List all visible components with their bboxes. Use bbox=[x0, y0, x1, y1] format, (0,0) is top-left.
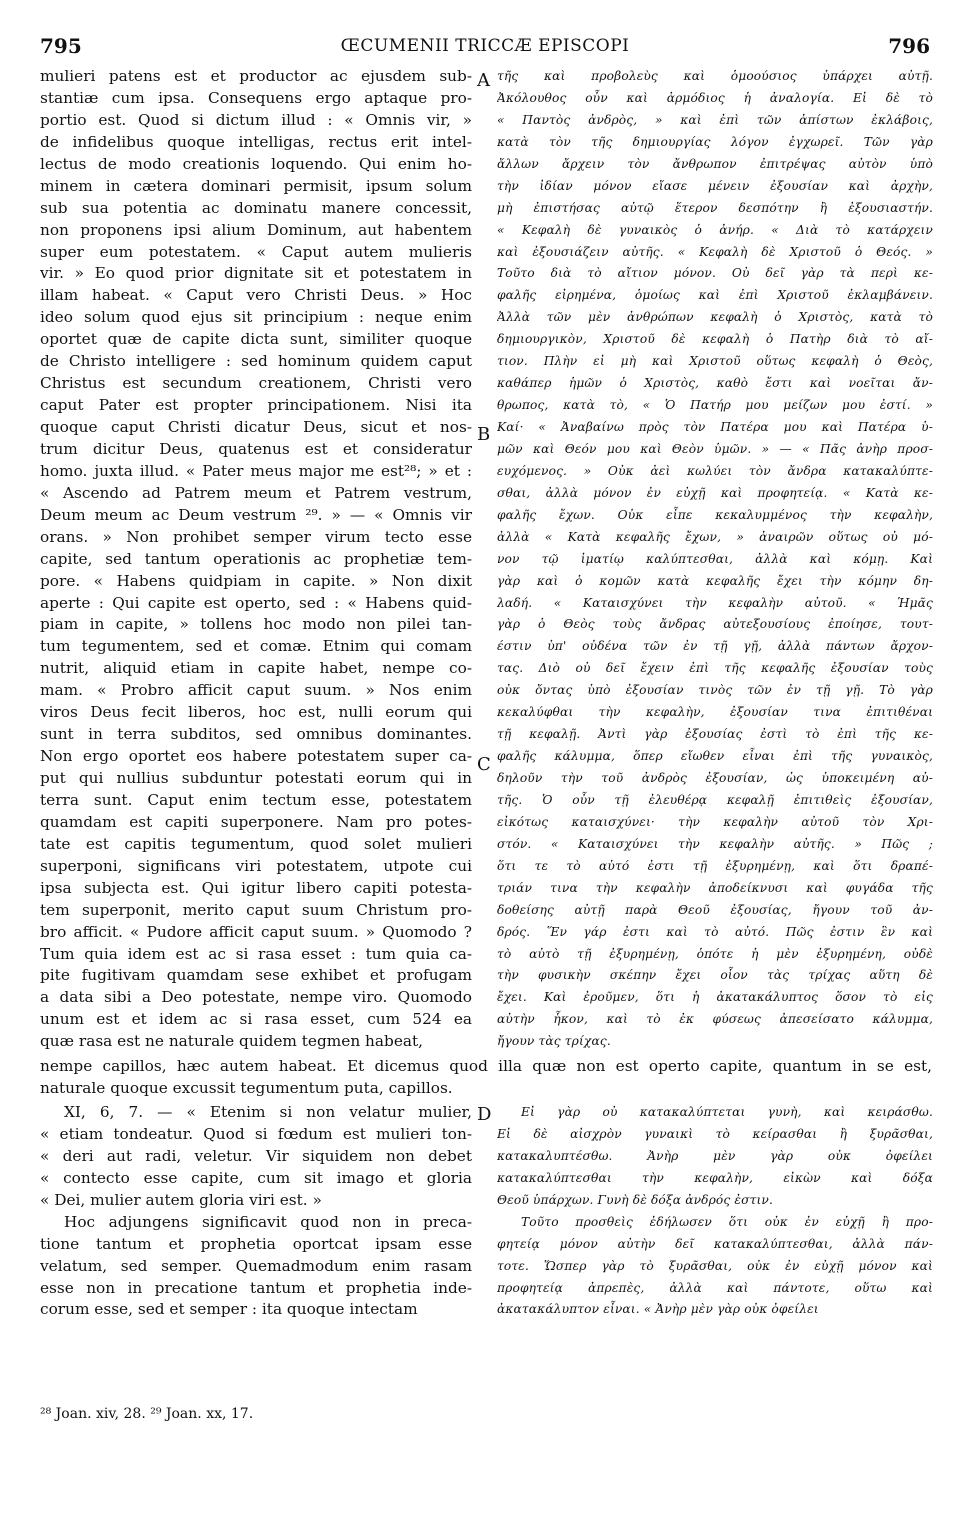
text-line: σθαι, ἀλλὰ μόνον ἐν εὐχῇ καὶ προφητείᾳ. « Κατὰ κε- bbox=[497, 485, 933, 500]
text-line: aperte : Qui capite est operto, sed : « Habens quid- bbox=[40, 593, 472, 612]
text-line: Hoc adjungens significavit quod non in preca- bbox=[64, 1212, 472, 1231]
text-line: pore. « Habens quidpiam in capite. » Non dixit bbox=[40, 571, 472, 590]
page-number-left: 795 bbox=[40, 34, 82, 58]
text-line: vir. » Eo quod prior dignitate sit et potestatem in bbox=[40, 264, 472, 283]
text-line: trum dicitur Deus, quatenus est et consideratur bbox=[40, 439, 472, 458]
text-line: κεκαλύφθαι τὴν κεφαλὴν, ἐξουσίαν τινα ἐπιτιθέναι bbox=[497, 705, 933, 720]
text-line: tione tantum et prophetia oportcat ipsam esse bbox=[40, 1234, 472, 1253]
text-line: pite fugitivam quamdam sese exhibet et profugam bbox=[40, 966, 472, 985]
text-line: τριάν τινα τὴν κεφαλὴν ἀποδείκνυσι καὶ φυγάδα τῆς bbox=[497, 880, 933, 895]
text-line: Θεοῦ ὑπάρχων. Γυνὴ δὲ δόξα ἀνδρός ἐστιν. bbox=[497, 1192, 773, 1207]
text-line: superponi, significans viri potestatem, utpote cui bbox=[40, 856, 472, 875]
text-line: piam in capite, » tollens hoc modo non pilei tan- bbox=[40, 615, 472, 634]
text-line: ἀλλὰ « Κατὰ κεφαλῆς ἔχων, » ἀναιρῶν οὕτως οὐ μό- bbox=[497, 529, 933, 544]
text-line: τὸ αὐτὸ τῇ ἐξυρημένῃ, ὁπότε ἡ μὲν ἐξυρημένη, οὐδὲ bbox=[497, 946, 933, 961]
text-line: velatum, sed semper. Quemadmodum enim rasam bbox=[40, 1256, 472, 1275]
text-line: a data sibi a Deo potestate, nempe viro. Quomodo bbox=[40, 988, 472, 1007]
text-line: super eum potestatem. « Caput autem mulieris bbox=[40, 242, 472, 261]
text-line: φαλῆς εἰρημένα, ὁμοίως καὶ ἐπὶ Χριστοῦ ἐκλαμβάνειν. bbox=[497, 288, 933, 303]
text-line: κατακαλύπτεσθαι τὴν κεφαλὴν, εἰκὼν καὶ δόξα bbox=[497, 1170, 933, 1185]
text-line: δοθείσης αὐτῇ παρὰ Θεοῦ ἐξουσίας, ἤγουν τοῦ ἀν- bbox=[497, 902, 933, 917]
text-line: lectus de modo creationis loquendo. Qui enim ho- bbox=[40, 154, 472, 173]
text-line: θρωπος, κατὰ τὸ, « Ὁ Πατήρ μου μείζων μου ἐστί. » bbox=[497, 398, 933, 413]
text-line: μῶν καὶ Θεόν μου καὶ Θεὸν ὑμῶν. » — « Πᾶς ἀνὴρ προσ- bbox=[497, 441, 933, 456]
text-line: bro afficit. « Pudore afficit caput suum. » Quomodo ? bbox=[40, 922, 472, 941]
text-line: δημιουργικὸν, Χριστοῦ δὲ κεφαλὴ ὁ Πατὴρ διὰ τὸ αἴ- bbox=[497, 332, 933, 347]
text-line: γὰρ ὁ Θεὸς τοὺς ἄνδρας αὐτεξουσίους ἐποίησε, τουτ- bbox=[497, 617, 933, 632]
text-line: Deum meum ac Deum vestrum ²⁹. » — « Omnis vir bbox=[40, 505, 472, 524]
text-line: mulieri patens est et productor ac ejusdem sub- bbox=[40, 67, 472, 85]
text-line: quæ rasa est ne naturale quidem tegmen habeat, bbox=[40, 1032, 423, 1051]
text-line: homo. juxta illud. « Pater meus major me est²⁸; » et : bbox=[40, 461, 472, 480]
text-line: οὐκ ὄντας ὑπὸ ἐξουσίαν τινὸς τῶν ἐν τῇ γῇ. Τὸ γὰρ bbox=[497, 683, 933, 698]
text-line: « etiam tondeatur. Quod si fœdum est mulieri ton- bbox=[40, 1124, 472, 1143]
text-line: τῆς. Ὁ οὖν τῇ ἐλευθέρᾳ κεφαλῇ ἐπιτιθεὶς ἐξουσίαν, bbox=[497, 792, 933, 807]
text-line: γὰρ καὶ ὁ κομῶν κατὰ κεφαλῆς ἔχει τὴν κόμην δη- bbox=[497, 573, 933, 588]
text-line: unum est et idem ac si rasa esset, cum 524 ea bbox=[40, 1010, 472, 1029]
page-number-right: 796 bbox=[888, 34, 930, 58]
text-line: ὅτι τε τὸ αὐτό ἐστι τῇ ἐξυρημένῃ, καὶ ὅτι δραπέ- bbox=[497, 858, 933, 873]
text-line: Tum quia idem est ac si rasa esset : tum quia ca- bbox=[40, 944, 472, 963]
text-line: orans. » Non prohibet semper virum tecto esse bbox=[40, 527, 472, 546]
text-line: « deri aut radi, veletur. Vir siquidem non debet bbox=[40, 1146, 472, 1165]
text-line: τὴν ἰδίαν μόνον εἴασε μένειν ἐξουσίαν καὶ ἀρχὴν, bbox=[497, 178, 933, 193]
text-line: sunt in terra subditos, sed omnibus dominantes. bbox=[40, 725, 472, 744]
text-line: προφητείᾳ ἀπρεπὲς, ἀλλὰ καὶ πάντοτε, οὕτω καὶ bbox=[497, 1280, 933, 1295]
text-line: καὶ ἐξουσιάζειν αὐτῆς. « Κεφαλὴ δὲ Χριστοῦ ὁ Θεός. » bbox=[497, 244, 933, 259]
text-line: tum tegumentem, sed et comæ. Etnim qui comam bbox=[40, 637, 472, 656]
text-line: portio est. Quod si dictum illud : « Omnis vir, » bbox=[40, 110, 472, 129]
text-line: quoque caput Christi dicatur Deus, sicut et nos- bbox=[40, 418, 472, 436]
text-line: Εἰ δὲ αἰσχρὸν γυναικὶ τὸ κείρασθαι ἢ ξυρᾶσθαι, bbox=[497, 1126, 933, 1141]
page-header bbox=[40, 34, 930, 64]
running-title: ŒCUMENII TRICCÆ EPISCOPI bbox=[340, 36, 630, 56]
footnote: ²⁸ Joan. xiv, 28. ²⁹ Joan. xx, 17. bbox=[40, 1406, 254, 1422]
text-line: tate est capitis tegumentum, quod solet mulieri bbox=[40, 834, 472, 853]
text-line: τας. Διὸ οὐ δεῖ ἔχειν ἐπὶ τῆς κεφαλῆς ἐξουσίαν τοὺς bbox=[497, 661, 933, 676]
text-line: Non ergo oportet eos habere potestatem super ca- bbox=[40, 747, 472, 766]
margin-marker-d: D bbox=[477, 1104, 492, 1125]
text-line: esse non in precatione tantum et prophetia inde- bbox=[40, 1278, 472, 1297]
text-line: « Dei, mulier autem gloria viri est. » bbox=[40, 1190, 322, 1209]
text-line: ideo solum quod ejus sit principium : neque enim bbox=[40, 308, 472, 327]
text-line: καθάπερ ἡμῶν ὁ Χριστὸς, καθὸ ἔστι καὶ νοεῖται ἄν- bbox=[497, 376, 933, 391]
text-line: put qui nullius subduntur potestati eorum qui in bbox=[40, 769, 472, 787]
margin-marker-b: B bbox=[477, 424, 491, 445]
text-line: τοτε. Ὥσπερ γὰρ τὸ ξυρᾶσθαι, οὐκ ἐν εὐχῇ μόνον καὶ bbox=[497, 1258, 933, 1273]
text-line: λαδή. « Καταισχύνει τὴν κεφαλὴν αὐτοῦ. « Ἡμᾶς bbox=[497, 595, 933, 610]
text-line: caput Pater est propter principationem. Nisi ita bbox=[40, 396, 472, 415]
text-line: mam. « Probro afficit caput suum. » Nos enim bbox=[40, 681, 472, 700]
text-line: Christus est secundum creationem, Christi vero bbox=[40, 374, 472, 393]
text-line: capite, sed tantum operationis ac prophetiæ tem- bbox=[40, 549, 472, 568]
text-line: κατακαλυπτέσθω. Ἀνὴρ μὲν γὰρ οὐκ ὀφείλει bbox=[497, 1148, 933, 1163]
text-line: Ἀκόλουθος οὖν καὶ ἁρμόδιος ἡ ἀναλογία. Εἰ δὲ τὸ bbox=[497, 90, 933, 105]
text-line: minem in cætera dominari permisit, ipsum solum bbox=[40, 176, 472, 195]
text-line: φαλῆς ἔχων. Οὐκ εἶπε κεκαλυμμένος τὴν κεφαλὴν, bbox=[497, 507, 933, 522]
text-line: viros Deus fecit liberos, hoc est, nulli eorum qui bbox=[40, 703, 472, 722]
text-line: ευχόμενος. » Οὐκ ἀεὶ κωλύει τὸν ἄνδρα κατακαλύπτε- bbox=[497, 463, 933, 478]
text-line: Εἰ γὰρ οὐ κατακαλύπτεται γυνὴ, καὶ κειράσθω. bbox=[521, 1105, 933, 1119]
text-line: « Ascendo ad Patrem meum et Patrem vestrum, bbox=[40, 483, 472, 502]
text-line: de Christo intelligere : sed hominum quidem caput bbox=[40, 352, 472, 371]
text-line: αὐτὴν ἧκον, καὶ τὸ ἐκ φύσεως ἀπεσείσατο κάλυμμα, bbox=[497, 1012, 933, 1027]
text-line: Τοῦτο προσθεὶς ἐδήλωσεν ὅτι οὐκ ἐν εὐχῇ ἢ προ- bbox=[521, 1214, 933, 1229]
text-line: non proponens ipsi alium Dominum, aut habentem bbox=[40, 220, 472, 239]
margin-marker-c: C bbox=[477, 754, 491, 775]
text-line: quamdam est capiti superponere. Nam pro potes- bbox=[40, 812, 472, 831]
text-line: ἔχει. Καὶ ἐροῦμεν, ὅτι ἡ ἀκατακάλυπτος ὅσον τὸ εἰς bbox=[497, 990, 933, 1005]
text-line: φητείᾳ μόνον αὐτὴν δεῖ κατακαλύπτεσθαι, ἀλλὰ πάν- bbox=[497, 1236, 933, 1251]
text-line: stantiæ cum ipsa. Consequens ergo aptaque pro- bbox=[40, 88, 472, 107]
latin-column-top bbox=[40, 66, 472, 1056]
text-line: τιον. Πλὴν εἰ μὴ καὶ Χριστοῦ οὕτως κεφαλὴ ὁ Θεὸς, bbox=[497, 354, 933, 369]
text-line: ἤγουν τὰς τρίχας. bbox=[497, 1034, 611, 1049]
full-width-line-2: naturale quoque excussit tegumentum puta, capillos. bbox=[40, 1079, 453, 1097]
text-line: « Παντὸς ἀνδρὸς, » καὶ ἐπὶ τῶν ἀπίστων ἐκλάβοις, bbox=[497, 112, 933, 127]
text-line: oportet quæ de capite dicta sunt, similiter quoque bbox=[40, 330, 472, 349]
full-width-line-1: nempe capillos, hæc autem habeat. Et dicemus quod illa quæ non est operto capite, quantum in se est, bbox=[40, 1057, 932, 1075]
text-line: « contecto esse capite, cum sit imago et gloria bbox=[40, 1168, 472, 1187]
text-line: τῆς καὶ προβολεὺς καὶ ὁμοούσιος ὑπάρχει αὐτῇ. bbox=[497, 69, 933, 83]
text-line: illam habeat. « Caput vero Christi Deus. » Hoc bbox=[40, 286, 472, 305]
text-line: μὴ ἐπιστήσας αὐτῷ ἕτερον δεσπότην ἢ ἐξουσιαστήν. bbox=[497, 200, 933, 215]
latin-column-bottom bbox=[40, 1102, 472, 1332]
text-line: Τοῦτο διὰ τὸ αἴτιον μόνον. Οὐ δεῖ γὰρ τὰ περὶ κε- bbox=[497, 266, 933, 281]
text-line: δηλοῦν τὴν τοῦ ἀνδρὸς ἐξουσίαν, ὡς ὑποκειμένη αὐ- bbox=[497, 771, 933, 785]
text-line: « Κεφαλὴ δὲ γυναικὸς ὁ ἀνήρ. « Διὰ τὸ κατάρχειν bbox=[497, 222, 933, 237]
text-line: XI, 6, 7. — « Etenim si non velatur mulier, bbox=[64, 1103, 472, 1121]
text-line: Ἀλλὰ τῶν μὲν ἀνθρώπων κεφαλὴ ὁ Χριστὸς, κατὰ τὸ bbox=[497, 310, 933, 325]
text-line: ἄλλων ἄρχειν τὸν ἄνθρωπον ἐπιτρέψας αὐτὸν ὑπὸ bbox=[497, 156, 933, 171]
text-line: τῇ κεφαλῇ. Ἀντὶ γὰρ ἐξουσίας ἐστὶ τὸ ἐπὶ τῆς κε- bbox=[497, 727, 933, 742]
text-line: έστιν ὑπ' οὐδένα τῶν ἐν τῇ γῇ, ἀλλὰ πάντων ἄρχον- bbox=[497, 639, 933, 654]
margin-marker-a: A bbox=[477, 70, 490, 91]
text-line: εἰκότως καταισχύνει· τὴν κεφαλὴν αὐτοῦ τὸν Χρι- bbox=[497, 814, 933, 829]
text-line: Καί· « Ἀναβαίνω πρὸς τὸν Πατέρα μου καὶ Πατέρα ὑ- bbox=[497, 420, 933, 434]
text-line: κατὰ τὸν τῆς δημιουργίας λόγον ἐγχωρεῖ. Τῶν γὰρ bbox=[497, 134, 933, 149]
text-line: nutrit, aliquid etiam in capite habet, nempe co- bbox=[40, 659, 472, 678]
text-line: δρός. Ἕν γάρ ἐστι καὶ τὸ αὐτό. Πῶς ἐστιν ἓν καὶ bbox=[497, 924, 933, 939]
text-line: ἀκατακάλυπτον εἶναι. « Ἀνὴρ μὲν γὰρ οὐκ ὀφείλει bbox=[497, 1302, 819, 1317]
text-line: corum esse, sed et semper : ita quoque intectam bbox=[40, 1300, 418, 1319]
text-line: τὴν φυσικὴν σκέπην ἔχει οἷον τὰς τρίχας αὕτη δὲ bbox=[497, 968, 933, 983]
text-line: de infidelibus quoque intelligas, rectus erit intel- bbox=[40, 132, 472, 151]
text-line: tem superponit, merito caput suum Christum pro- bbox=[40, 900, 472, 919]
greek-column-bottom bbox=[497, 1102, 933, 1332]
text-line: νον τῷ ἱματίῳ καλύπτεσθαι, ἀλλὰ καὶ κόμῃ. Καὶ bbox=[497, 551, 933, 566]
text-line: ipsa subjecta est. Qui igitur libero capiti potesta- bbox=[40, 878, 472, 897]
text-line: φαλῆς κάλυμμα, ὅπερ εἴωθεν εἶναι ἐπὶ τῆς γυναικὸς, bbox=[497, 749, 933, 764]
text-line: terra sunt. Caput enim tectum esse, potestatem bbox=[40, 790, 472, 809]
text-line: στόν. « Καταισχύνει τὴν κεφαλὴν αὐτῆς. » Πῶς ; bbox=[497, 836, 933, 851]
text-line: sub sua potentia ac dominatu manere concessit, bbox=[40, 198, 472, 217]
greek-column-top bbox=[497, 66, 933, 1056]
